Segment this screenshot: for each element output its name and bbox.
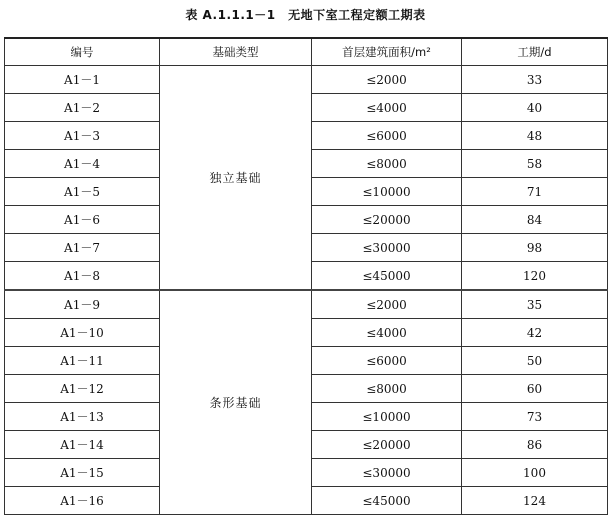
cell-code: A1－10 [5, 319, 160, 347]
cell-code: A1－6 [5, 206, 160, 234]
cell-duration: 100 [462, 459, 608, 487]
cell-duration: 33 [462, 66, 608, 94]
cell-area: ≤45000 [312, 487, 462, 515]
cell-code: A1－14 [5, 431, 160, 459]
cell-code: A1－15 [5, 459, 160, 487]
table-row [5, 290, 608, 319]
header-code: 编号 [5, 38, 160, 66]
cell-code: A1－1 [5, 66, 160, 94]
cell-area: ≤20000 [312, 206, 462, 234]
cell-duration: 35 [462, 290, 608, 319]
cell-duration: 58 [462, 150, 608, 178]
cell-foundation-type: 独立基础 [160, 66, 312, 291]
cell-area: ≤45000 [312, 262, 462, 291]
cell-area: ≤20000 [312, 431, 462, 459]
cell-duration: 84 [462, 206, 608, 234]
cell-foundation-type: 条形基础 [160, 290, 312, 515]
cell-duration: 124 [462, 487, 608, 515]
cell-area: ≤8000 [312, 150, 462, 178]
cell-area: ≤10000 [312, 178, 462, 206]
cell-code: A1－11 [5, 347, 160, 375]
cell-area: ≤4000 [312, 94, 462, 122]
cell-duration: 98 [462, 234, 608, 262]
cell-code: A1－8 [5, 262, 160, 291]
header-duration: 工期/d [462, 38, 608, 66]
cell-duration: 60 [462, 375, 608, 403]
table-body [5, 66, 608, 515]
cell-code: A1－4 [5, 150, 160, 178]
cell-area: ≤2000 [312, 290, 462, 319]
cell-area: ≤4000 [312, 319, 462, 347]
cell-code: A1－16 [5, 487, 160, 515]
cell-duration: 40 [462, 94, 608, 122]
table-row [5, 66, 608, 94]
cell-duration: 42 [462, 319, 608, 347]
cell-duration: 73 [462, 403, 608, 431]
cell-area: ≤6000 [312, 347, 462, 375]
cell-area: ≤8000 [312, 375, 462, 403]
cell-code: A1－5 [5, 178, 160, 206]
table-title: 表 A.1.1.1－1 无地下室工程定额工期表 [185, 8, 426, 22]
cell-area: ≤10000 [312, 403, 462, 431]
cell-code: A1－7 [5, 234, 160, 262]
header-area: 首层建筑面积/m² [312, 38, 462, 66]
cell-duration: 86 [462, 431, 608, 459]
cell-duration: 50 [462, 347, 608, 375]
cell-area: ≤30000 [312, 234, 462, 262]
cell-area: ≤6000 [312, 122, 462, 150]
duration-quota-table [4, 37, 608, 515]
cell-code: A1－3 [5, 122, 160, 150]
cell-area: ≤30000 [312, 459, 462, 487]
cell-duration: 120 [462, 262, 608, 291]
cell-area: ≤2000 [312, 66, 462, 94]
cell-code: A1－2 [5, 94, 160, 122]
cell-code: A1－12 [5, 375, 160, 403]
cell-code: A1－9 [5, 290, 160, 319]
cell-duration: 48 [462, 122, 608, 150]
header-row [5, 38, 608, 66]
header-foundation-type: 基础类型 [160, 38, 312, 66]
cell-code: A1－13 [5, 403, 160, 431]
cell-duration: 71 [462, 178, 608, 206]
